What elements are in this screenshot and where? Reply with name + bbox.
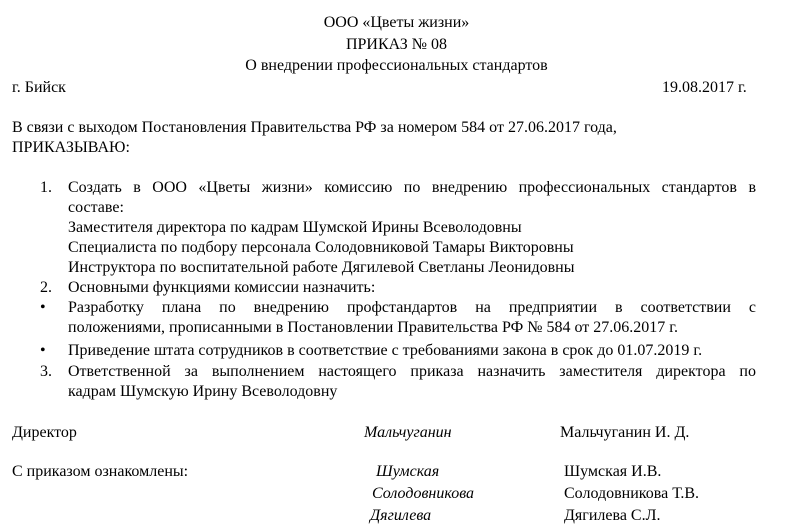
director-name: Мальчуганин И. Д.: [560, 424, 690, 441]
director-signature: Мальчуганин: [364, 424, 452, 441]
item-2-number: 2.: [40, 279, 52, 296]
signer-role: Директор: [12, 424, 77, 441]
order-date: 19.08.2017 г.: [662, 79, 747, 96]
acquainted-name: Солодовникова Т.В.: [564, 485, 700, 502]
item-3-line-1: Ответственной за выполнением настоящего приказа назначить заместителя директора по: [68, 363, 756, 380]
bullet-1-line-1: Разработку плана по внедрению профстандартов на предприятии в соответствии с: [68, 299, 756, 316]
acquainted-signature: Дягилева: [370, 507, 432, 524]
bullet-marker: •: [40, 299, 46, 316]
item-2-text: Основными функциями комиссии назначить:: [68, 279, 376, 296]
acquainted-name: Шумская И.В.: [564, 463, 662, 480]
city: г. Бийск: [12, 79, 66, 96]
intro-line-1: В связи с выходом Постановления Правительства РФ за номером 584 от 27.06.2017 года,: [12, 119, 617, 136]
bullet-marker: •: [40, 342, 46, 359]
acquainted-name: Дягилева С.Л.: [564, 507, 661, 524]
acquainted-label: С приказом ознакомлены:: [12, 463, 189, 480]
commission-member: Заместителя директора по кадрам Шумской Ирины Всеволодовны: [68, 219, 522, 236]
intro-line-2: ПРИКАЗЫВАЮ:: [12, 139, 130, 156]
item-1-line-2: составе:: [68, 199, 124, 216]
acquainted-signature: Шумская: [376, 463, 440, 480]
commission-member: Инструктора по воспитательной работе Дягилевой Светланы Леонидовны: [68, 259, 575, 276]
bullet-2-text: Приведение штата сотрудников в соответствие с требованиями закона в срок до 01.07.2019 г.: [68, 342, 703, 359]
item-3-line-2: кадрам Шумскую Ирину Всеволодовну: [68, 383, 338, 400]
company-name: ООО «Цветы жизни»: [323, 14, 470, 31]
acquainted-signature: Солодовникова: [372, 485, 475, 502]
item-1-number: 1.: [40, 179, 52, 196]
order-subject: О внедрении профессиональных стандартов: [245, 57, 548, 74]
bullet-1-line-2: положениями, прописанными в Постановлении Правительства РФ № 584 от 27.06.2017 г.: [68, 319, 679, 336]
order-number: ПРИКАЗ № 08: [345, 36, 448, 53]
item-1-line-1: Создать в ООО «Цветы жизни» комиссию по внедрению профессиональных стандартов в: [68, 179, 756, 196]
item-3-number: 3.: [40, 363, 52, 380]
commission-member: Специалиста по подбору персонала Солодовниковой Тамары Викторовны: [68, 239, 574, 256]
